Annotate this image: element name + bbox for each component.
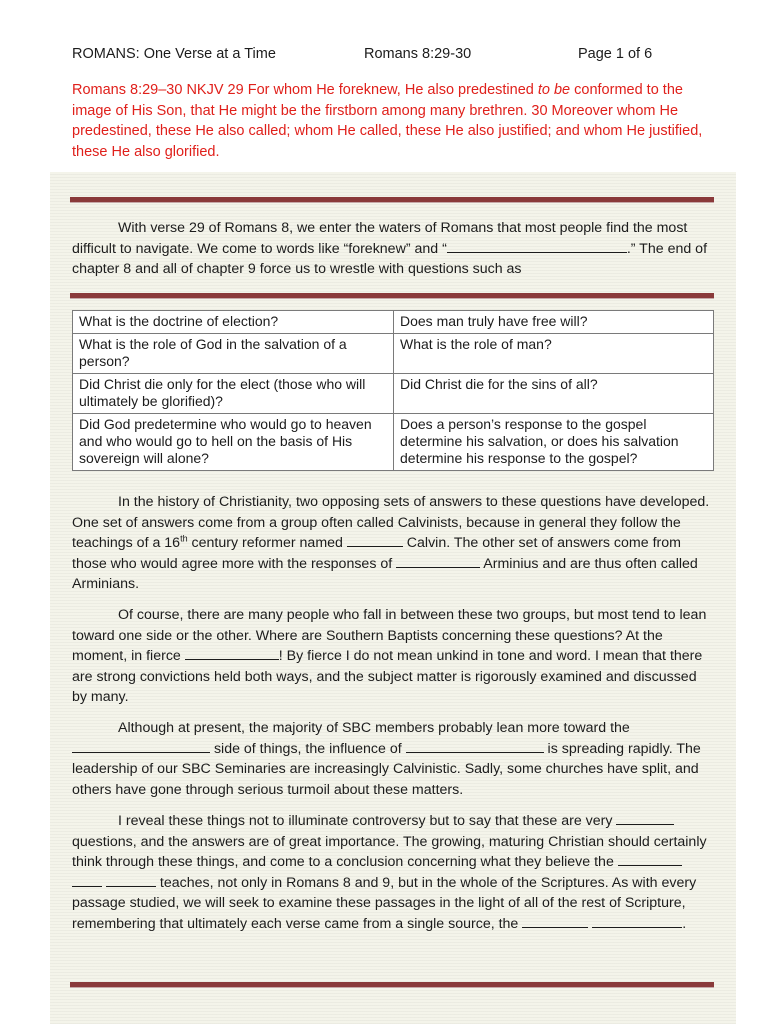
table-row (73, 414, 714, 471)
header-page-number: Page 1 of 6 (578, 46, 653, 62)
fill-in-blank[interactable] (347, 534, 403, 547)
intro-paragraph: With verse 29 of Romans 8, we enter the waters of Romans that most people find the most difficult to navigate. We come to words like “foreknew” and “ .” The end of chapter 8 and all of chapter 9 force us to wrestle with questions such as (72, 220, 708, 277)
reveal-paragraph: I reveal these things not to illuminate controversy but to say that these are very questions, and the answers are of great importance. The growing, maturing Christian should certainly think through these things, and come to a conclusion concerning what they believe the teaches, not only in Romans 8 and 9, but in the whole of the Scriptures. As with every passage studied, we will seek to examine these passages in the light of all of the rest of Scripture, remembering that ultimately each verse came from a single source, the . (72, 813, 707, 932)
question-cell: Does man truly have free will? (394, 311, 714, 334)
scripture-text-continued: conformed to the image of His Son, that He might be the firstborn among many brethren. 30 Moreover whom He predestined, these He also called; whom He called, these He also justified; and whom He justified, these He also glorified. (72, 82, 703, 160)
table-row (73, 374, 714, 414)
divider-bottom (70, 982, 714, 988)
fill-in-blank[interactable] (406, 740, 544, 753)
scripture-italic-text: to be (537, 82, 571, 98)
fill-in-blank[interactable] (106, 874, 156, 887)
questions-table (72, 310, 714, 471)
fill-in-blank[interactable] (618, 853, 682, 866)
question-cell: Did Christ die for the sins of all? (394, 374, 714, 414)
table-row (73, 334, 714, 374)
page-header (72, 46, 672, 66)
divider-middle (70, 293, 714, 299)
question-cell: Does a person’s response to the gospel determine his salvation, or does his salvation determine his response to the gospel? (394, 414, 714, 471)
question-cell: Did God predetermine who would go to heaven and who would go to hell on the basis of His sovereign will alone? (73, 414, 394, 471)
question-cell: What is the role of man? (394, 334, 714, 374)
fill-in-blank[interactable] (72, 874, 102, 887)
question-cell: What is the doctrine of election? (73, 311, 394, 334)
scripture-text: Romans 8:29–30 NKJV 29 For whom He foreknew, He also predestined (72, 82, 538, 98)
majority-paragraph: Although at present, the majority of SBC members probably lean more toward the side of things, the influence of is spreading rapidly. The leadership of our SBC Seminaries are increasingly Calvinistic. Sadly, some churches have split, and others have gone through serious turmoil about these matters. (72, 720, 701, 798)
history-paragraph: In the history of Christianity, two opposing sets of answers to these questions have developed. One set of answers come from a group often called Calvinists, because in general they follow the teachings of a 16th century reformer named Calvin. The other set of answers come from those who would agree more with the responses of Arminius and are thus often called Arminians. (72, 494, 710, 592)
divider-top (70, 197, 714, 203)
fill-in-blank[interactable] (616, 812, 674, 825)
question-cell: What is the role of God in the salvation of a person? (73, 334, 394, 374)
scripture-quote (72, 80, 712, 162)
fill-in-blank[interactable] (72, 740, 210, 753)
fill-in-blank[interactable] (522, 915, 588, 928)
fill-in-blank[interactable] (396, 555, 480, 568)
header-passage: Romans 8:29-30 (364, 46, 472, 62)
fill-in-blank[interactable] (592, 915, 682, 928)
fill-in-blank[interactable] (185, 647, 279, 660)
header-series-title: ROMANS: One Verse at a Time (72, 46, 276, 62)
fill-in-blank[interactable] (447, 240, 627, 253)
between-paragraph: Of course, there are many people who fall in between these two groups, but most tend to lean toward one side or the other. Where are Southern Baptists concerning these questions? At the moment, in fierce ! By fierce I do not mean unkind in tone and word. I mean that there are strong convictions held both ways, and the subject matter is rigorously examined and discussed by many. (72, 607, 707, 705)
table-row (73, 311, 714, 334)
question-cell: Did Christ die only for the elect (those who will ultimately be glorified)? (73, 374, 394, 414)
